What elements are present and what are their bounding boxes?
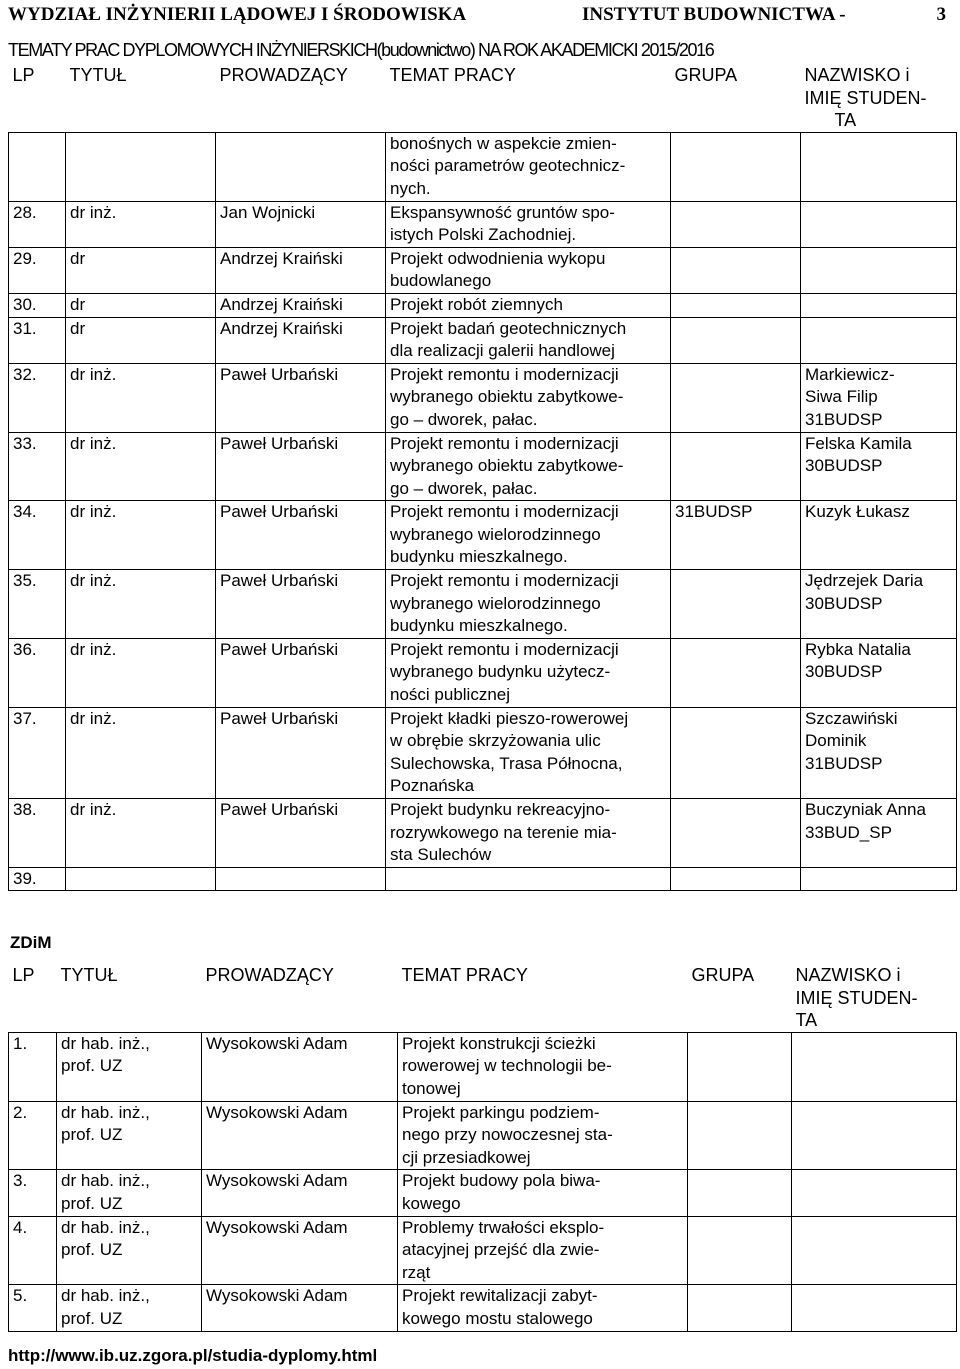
table-row [9,1101,957,1170]
table-row [9,132,957,201]
cell-topic [386,501,671,570]
cell-line: Buczyniak Anna [805,800,926,819]
cell-student [801,707,957,798]
cell-title [57,1170,202,1216]
cell-lp: 35. [9,570,66,639]
table-row [9,799,957,868]
cell-line: Projekt badań geotechnicznych [390,318,627,338]
cell-group [671,363,801,432]
cell-topic [386,570,671,639]
table-header-row [9,64,957,132]
cell-title [66,867,216,891]
cell-line: Projekt robót ziemnych [390,294,563,314]
cell-line: Projekt remontu i modernizacji [390,639,619,659]
cell-supervisor: Paweł Urbański [216,570,386,639]
cell-group [688,1216,792,1285]
cell-line: dr hab. inż., [61,1102,150,1122]
cell-group [671,201,801,247]
table-row [9,363,957,432]
cell-topic [398,1101,688,1170]
cell-lp: 3. [9,1170,57,1216]
cell-group [671,132,801,201]
cell-supervisor: Andrzej Kraiński [216,293,386,317]
cell-student [801,201,957,247]
cell-line: dr hab. inż., [61,1217,150,1237]
cell-line: bonośnych w aspekcie zmien- [390,133,617,153]
cell-line: nego przy nowoczesnej sta- [402,1125,613,1145]
cell-line: ności parametrów geotechnicz- [390,156,626,176]
cell-line: wybranego budynku użytecz- [390,662,611,682]
cell-lp: 31. [9,317,66,363]
faculty-name: WYDZIAŁ INŻYNIERII LĄDOWEJ I ŚRODOWISKA [8,4,467,25]
cell-topic [398,1032,688,1101]
cell-line: 30BUDSP [805,662,883,682]
cell-lp: 28. [9,201,66,247]
cell-line: rowerowej w technologii be- [402,1056,612,1076]
table-row [9,317,957,363]
cell-line: Ekspansywność gruntów spo- [390,202,615,222]
page-number: 3 [936,4,946,25]
cell-topic [386,132,671,201]
cell-title: dr inż. [66,638,216,707]
cell-line: Markiewicz- [805,364,895,384]
cell-line: istych Polski Zachodniej. [390,225,577,245]
cell-supervisor: Paweł Urbański [216,432,386,501]
cell-line: Projekt remontu i modernizacji [390,571,619,591]
cell-supervisor: Wysokowski Adam [202,1216,398,1285]
cell-line: Projekt budowy pola biwa- [402,1171,601,1191]
cell-title [57,1216,202,1285]
cell-title [57,1101,202,1170]
cell-line: rozrywkowego na terenie mia- [390,822,617,842]
cell-title: dr inż. [66,201,216,247]
cell-line: Projekt remontu i modernizacji [390,502,619,522]
cell-student [801,432,957,501]
cell-group [671,432,801,501]
cell-line: wybranego wielorodzinnego [390,593,601,613]
cell-supervisor: Jan Wojnicki [216,201,386,247]
cell-line: dr hab. inż., [61,1033,150,1053]
cell-line: sta Sulechów [390,845,492,865]
cell-group [688,1032,792,1101]
cell-student [792,1101,957,1170]
cell-student [801,293,957,317]
cell-group [688,1101,792,1170]
cell-topic [386,247,671,293]
cell-line: Jędrzejek Daria [805,571,924,591]
cell-group [688,1285,792,1331]
cell-topic [386,638,671,707]
cell-line: 30BUDSP [805,593,883,613]
cell-line: cji przesiadkowej [402,1147,531,1167]
cell-line: go – dworek, pałac. [390,409,538,429]
section-title-zdim: ZDiM [10,933,52,952]
cell-lp: 2. [9,1101,57,1170]
cell-group [671,799,801,868]
cell-line: 30BUDSP [805,456,883,476]
cell-supervisor [216,132,386,201]
cell-student [801,132,957,201]
table-header-row [9,964,957,1032]
cell-line: 31BUDSP [805,753,883,773]
cell-student [801,799,957,868]
cell-topic [386,293,671,317]
cell-line: rząt [402,1262,431,1282]
cell-line: go – dworek, pałac. [390,478,538,498]
document-subtitle: TEMATY PRAC DYPLOMOWYCH INŻYNIERSKICH(budownictwo) NA ROK AKADEMICKI 2015/2016 [8,40,714,60]
cell-topic [386,363,671,432]
cell-line: kowego [402,1193,461,1213]
cell-topic [398,1216,688,1285]
theses-table-budownictwo [8,64,957,891]
table-row [9,293,957,317]
cell-line: Sulechowska, Trasa Północna, [390,753,623,773]
cell-topic [386,317,671,363]
table-row [9,1285,957,1331]
cell-student [801,867,957,891]
cell-topic [386,201,671,247]
cell-title: dr [66,247,216,293]
cell-line: Projekt remontu i modernizacji [390,364,619,384]
cell-line: Szczawiński [805,708,898,728]
cell-title: dr inż. [66,707,216,798]
cell-lp: 32. [9,363,66,432]
header-supervisor: PROWADZĄCY [205,965,334,985]
cell-lp: 5. [9,1285,57,1331]
cell-group [671,293,801,317]
cell-supervisor: Wysokowski Adam [202,1170,398,1216]
cell-lp: 4. [9,1216,57,1285]
cell-line: wybranego wielorodzinnego [390,524,601,544]
cell-supervisor [216,867,386,891]
cell-lp: 37. [9,707,66,798]
cell-title [57,1285,202,1331]
cell-line: dla realizacji galerii handlowej [390,341,615,361]
cell-group [671,867,801,891]
cell-student [801,317,957,363]
footer-url: http://www.ib.uz.zgora.pl/studia-dyplomy.html [8,1346,378,1365]
cell-topic [386,707,671,798]
table-row [9,501,957,570]
cell-supervisor: Paweł Urbański [216,638,386,707]
table-row [9,247,957,293]
header-topic: TEMAT PRACY [401,965,528,985]
header-student: NAZWISKO i IMIĘ STUDEN- TA [804,65,927,131]
header-title: TYTUŁ [60,965,118,985]
cell-line: prof. UZ [61,1125,123,1145]
header-supervisor: PROWADZĄCY [219,65,348,85]
cell-title: dr inż. [66,799,216,868]
table-row [9,201,957,247]
cell-student [801,247,957,293]
cell-supervisor: Andrzej Kraiński [216,247,386,293]
cell-line: 31BUDSP [805,409,883,429]
cell-lp [9,132,66,201]
cell-line: prof. UZ [61,1308,123,1328]
cell-lp: 34. [9,501,66,570]
cell-student [801,501,957,570]
cell-line: ności publicznej [390,685,511,705]
header-title: TYTUŁ [69,65,127,85]
institute-name: INSTYTUT BUDOWNICTWA - [582,4,846,25]
cell-title [57,1032,202,1101]
cell-supervisor: Wysokowski Adam [202,1285,398,1331]
cell-line: Siwa Filip [805,387,878,407]
cell-line: Problemy trwałości eksplo- [402,1217,605,1237]
cell-line: tonowej [402,1078,461,1098]
table-row [9,638,957,707]
cell-line: atacyjnej przejść dla zwie- [402,1240,600,1260]
cell-line: Projekt remontu i modernizacji [390,433,619,453]
cell-supervisor: Paweł Urbański [216,363,386,432]
cell-lp: 38. [9,799,66,868]
cell-topic [386,799,671,868]
cell-title: dr [66,293,216,317]
cell-line: w obrębie skrzyżowania ulic [390,731,601,751]
cell-line: Felska Kamila [805,433,912,453]
cell-line: budowlanego [390,271,492,291]
cell-topic [386,867,671,891]
cell-supervisor: Wysokowski Adam [202,1032,398,1101]
cell-student [792,1032,957,1101]
cell-line: dr hab. inż., [61,1286,150,1306]
table-row [9,1170,957,1216]
cell-line: 33BUD_SP [805,822,892,842]
cell-line: budynku mieszkalnego. [390,547,568,567]
header-lp: LP [12,65,35,85]
cell-student [792,1216,957,1285]
table-row [9,1032,957,1101]
cell-line: Projekt odwodnienia wykopu [390,248,606,268]
cell-supervisor: Paweł Urbański [216,501,386,570]
cell-line: Projekt kładki pieszo-rowerowej [390,708,629,728]
cell-lp: 36. [9,638,66,707]
cell-topic [386,432,671,501]
cell-topic [398,1285,688,1331]
cell-line: prof. UZ [61,1240,123,1260]
cell-supervisor: Paweł Urbański [216,799,386,868]
cell-line: Dominik [805,731,867,751]
cell-group [688,1170,792,1216]
cell-title: dr inż. [66,570,216,639]
cell-line: Rybka Natalia [805,639,911,659]
cell-lp: 29. [9,247,66,293]
cell-title: dr inż. [66,432,216,501]
cell-student [801,638,957,707]
cell-supervisor: Andrzej Kraiński [216,317,386,363]
cell-line: Projekt parkingu podziem- [402,1102,600,1122]
header-group: GRUPA [691,965,755,985]
cell-line: Projekt konstrukcji ścieżki [402,1033,596,1053]
cell-group [671,638,801,707]
cell-title: dr inż. [66,501,216,570]
cell-line: nych. [390,178,431,198]
cell-line: prof. UZ [61,1056,123,1076]
document-header [8,4,946,28]
cell-line: prof. UZ [61,1193,123,1213]
cell-lp: 1. [9,1032,57,1101]
cell-line: budynku mieszkalnego. [390,616,568,636]
cell-title [66,132,216,201]
cell-line: Projekt rewitalizacji zabyt- [402,1286,598,1306]
cell-student [801,363,957,432]
cell-line: Kuzyk Łukasz [805,502,910,522]
cell-lp: 39. [9,867,66,891]
cell-student [801,570,957,639]
theses-table-zdim [8,964,957,1332]
cell-line: dr hab. inż., [61,1171,150,1191]
cell-group [671,707,801,798]
cell-title: dr [66,317,216,363]
table-row [9,867,957,891]
cell-line: Poznańska [390,776,475,796]
header-topic: TEMAT PRACY [389,65,516,85]
table-row [9,432,957,501]
header-group: GRUPA [674,65,738,85]
cell-group [671,247,801,293]
cell-student [792,1285,957,1331]
table-row [9,1216,957,1285]
cell-line: Projekt budynku rekreacyjno- [390,800,611,819]
table-row [9,707,957,798]
cell-lp: 33. [9,432,66,501]
cell-student [792,1170,957,1216]
cell-group [671,570,801,639]
cell-line: kowego mostu stalowego [402,1308,593,1328]
cell-topic [398,1170,688,1216]
cell-group: 31BUDSP [671,501,801,570]
cell-title: dr inż. [66,363,216,432]
cell-line: wybranego obiektu zabytkowe- [390,387,624,407]
cell-supervisor: Paweł Urbański [216,707,386,798]
header-student: NAZWISKO i IMIĘ STUDEN- TA [795,965,918,1031]
header-lp: LP [12,965,35,985]
table-row [9,570,957,639]
cell-supervisor: Wysokowski Adam [202,1101,398,1170]
cell-line: wybranego obiektu zabytkowe- [390,456,624,476]
cell-group [671,317,801,363]
cell-lp: 30. [9,293,66,317]
